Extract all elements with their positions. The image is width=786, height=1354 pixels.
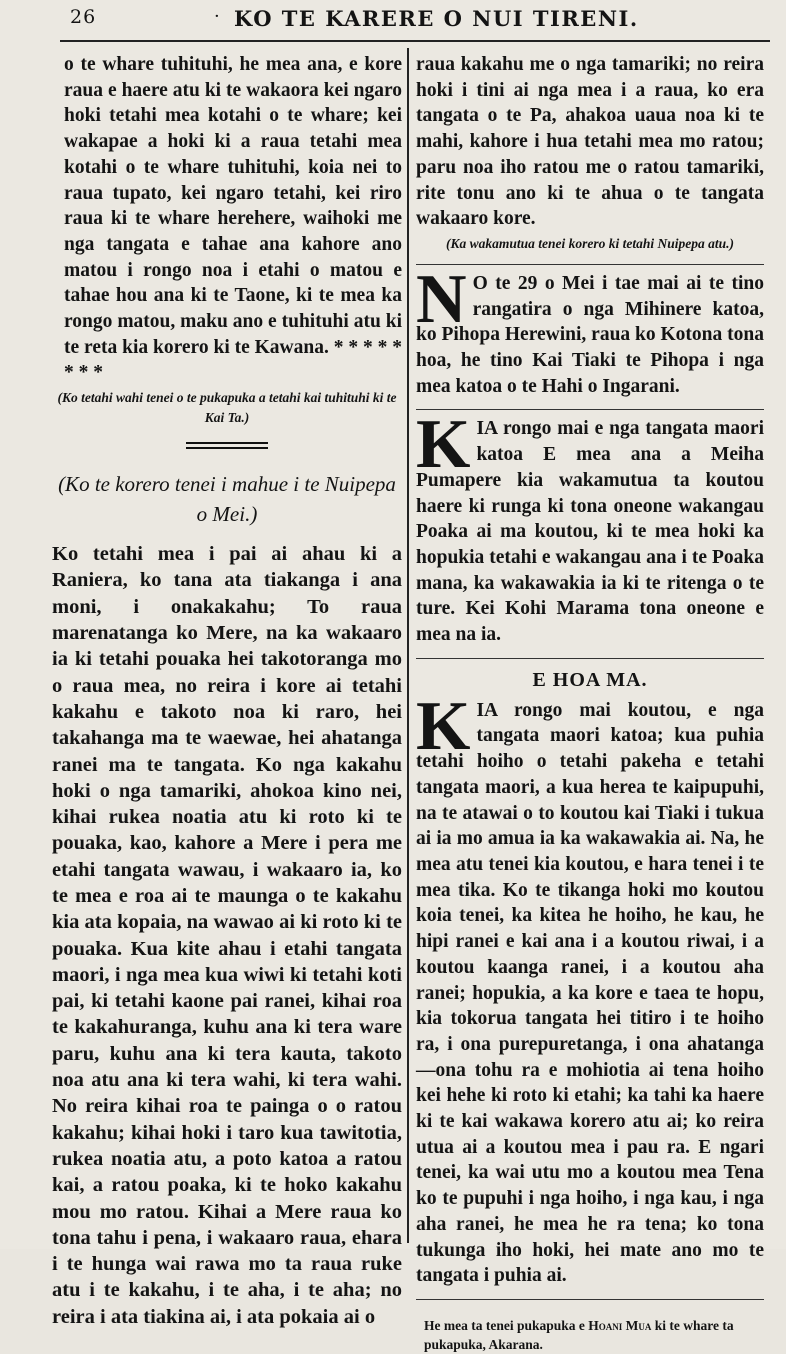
notice-divider xyxy=(416,658,764,659)
notice-bishop-arrival xyxy=(416,260,764,400)
notice-dropcap: K xyxy=(416,687,471,765)
notice-divider xyxy=(416,264,764,265)
printer-imprint xyxy=(416,1316,764,1354)
article-paragraph: Ko tetahi mea i pai ai ahau ki a Raniera, ko tana ata tiakanga i ana moni, i onakakahu; To raua marenatanga ko Mere, na ka wakaaro ia ki tetahi pouaka hei takotoranga mo o raua mea, no reira i kore ai tetahi kakahu e takoto noa ki raro, hei takahanga ma te waewae, hei ahatanga ranei ma te tangata. Ko nga kakahu hoki o nga tamariki, ahokoa kino nei, kihai rukea noatia atu ki roto ki te pouaka, kao, kahore a Mere i pera me etahi tangata wawau, i wakaaro ia, ko te mea e roa ai te maunga o te kakahu kia ata kopaia, na wawao ai ki roto ki te pouaka. Kua kite ahau i etahi tangata maori, i nga mea kua wiwi ki tetahi koti pai, ki tetahi kaone pai ranei, kihai roa te kakahuranga, kuhu ana ki tera ware paru, kuhu ana ki tera kauta, takoto noa atu ana ki tera wahi, ki tera wahi. No reira kihai roa te painga o o ratou kakahu; kihai hoki i taro kua tawitotia, rukea noatia atu, a poto katoa a ratou kai, a ratou poaka, ki te hoko kakahu mou mo ratou. Kihai a Mere raua ko tona tahu i pena, i wakaaro raua, ehara i te hunga wai rawa mo ta raua ruke atu i te kakahu, i te aha, i te aha; no reira i ata tiakina ai, i ata pokaia ai o xyxy=(52,543,402,1328)
running-title: KO TE KARERE O NUI TIRENI. xyxy=(234,6,639,31)
notice-horse-shooting xyxy=(416,687,764,1289)
page-number: 26 xyxy=(70,6,97,28)
imprint-divider xyxy=(416,1299,764,1300)
right-column xyxy=(416,52,764,1354)
notice-dropcap: N xyxy=(416,260,467,338)
notice-dropcap: K xyxy=(416,406,471,484)
letter-paragraph: o te whare tuhituhi, he mea ana, e kore raua e haere atu ki te wakaora kei ngaro hoki tetahi mea kotahi o te whare; kei wakapae a hoki ki a raua tetahi mea kotahi o te whare tuhituhi, koia nei to raua tupato, kei ngaro tetahi, kei riro raua ki te whare herehere, waihoki me nga tangata e tahae ana kahore ano matou i rongo noa i etahi o matou e tahae hou ana ki te Taone, ki te mea ka rongo matou, maku ano e tuhituhi atu ki te reta kia korero ki te Kawana. * * * * * * * * xyxy=(64,54,402,384)
imprint-printer-name: Hoani Mua xyxy=(588,1317,652,1333)
notice-text: IA rongo mai koutou, e nga tangata maori katoa; kua puhia tetahi hoiho o tetahi pakeha e tetahi tangata maori, a kua herea te kaipupuhi, na te atawai o to koutou kai Tiaki i tukua ai ia mo amua ia ka wakawakia ai. Na, he mea atu tenei kia koutou, e hara tenei i te mea tika. Ko te tikanga hoki mo koutou koia tenei, ka kitea he hoiho, he kau, he hipi ranei e kai ana i a koutou riwai, i a koutou kaanga ranei, i a koutou aha ranei; hopukia, a ka kore e taea te hopu, kia tokorua tangata hei titiro i te hoiho ra, i ona purepuretanga, i ona ahatanga—ona tohu ra e mohiotia ai tena hoiho kei hehe ki roto ki etahi; ka tahi ka haere ki te kai wakawa korero atu ai; ko reira utua ai a koutou mea i pau ra. E ngari tenei, ka wai utu mo a koutou mea Tena ko te pupuhi i nga hoiho, i nga kau, i nga aha ranei, he mea he ra tena; ko tona tukunga iho hoki, hei mate ano mo te tangata i puhia ai. xyxy=(416,699,764,1287)
notice-text: IA rongo mai e nga tangata maori katoa E mea ana a Meiha Pumapere kia wakamutua ta koutou haere ki runga ki tona oneone wakangau Poaka ai ma koutou, ki te mea hoki ka hopukia tetahi e wakangau ana i te Poaka mana, ka wakawakia ia ki te ritenga o te ture. Kei Kohi Marama tona oneone e mea na ia. xyxy=(416,418,764,646)
article-continuation: raua kakahu me o nga tamariki; no reira hoki i tini ai nga mea i a raua, ko era tangata o te Pa, ahakoa uaua noa ki te mahi, kahore i hua tetahi mea mo ratou; paru noa iho ratou me o ratou tamariki, rite tonu ano ki te ahua o te tangata wakaaro kore. xyxy=(416,54,764,230)
column-divider xyxy=(407,48,409,1243)
page-header xyxy=(0,0,786,40)
header-separator: · xyxy=(214,6,220,27)
imprint-prefix: He mea ta tenei pukapuka e xyxy=(424,1317,585,1333)
header-rule xyxy=(60,40,770,42)
notice-pig-hunting xyxy=(416,406,764,647)
article-subheading: (Ko te korero tenei i mahue i te Nuipepa o Mei.) xyxy=(58,472,396,527)
notice-text: O te 29 o Mei i tae mai ai te tino rangatira o nga Mihinere katoa, ko Pihopa Herewini, raua ko Kotona tona hoa, he tino Kai Tiaki te Pihopa i nga mea katoa o te Hahi o Ingarani. xyxy=(416,272,764,397)
section-divider xyxy=(186,442,268,449)
left-column xyxy=(52,52,402,1330)
section-heading: E HOA MA. xyxy=(532,668,648,691)
imprint-suffix: ki te whare ta pukapuka, Akarana. xyxy=(424,1317,734,1352)
letter-attribution: (Ko tetahi wahi tenei o te pukapuka a tetahi kai tuhituhi ki te Kai Ta.) xyxy=(57,390,397,426)
continuation-attribution: (Ka wakamutua tenei korero ki tetahi Nuipepa atu.) xyxy=(445,235,735,251)
